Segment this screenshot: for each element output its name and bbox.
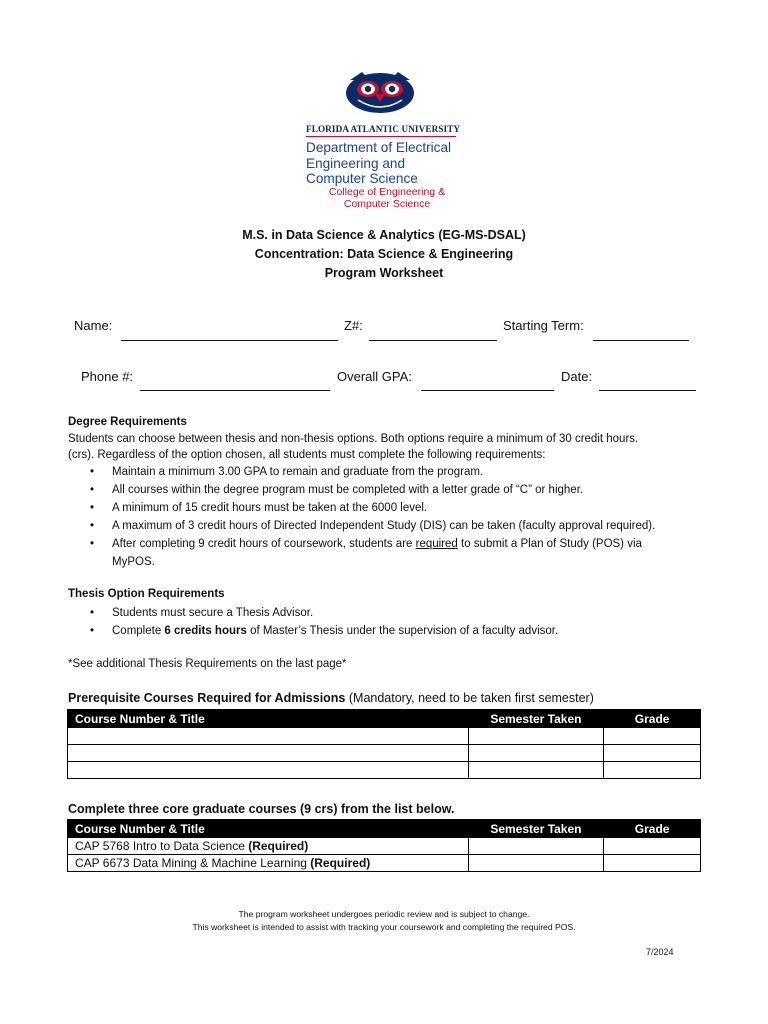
course-cell: CAP 6673 Data Mining & Machine Learning (Required) (68, 855, 469, 872)
z-number-field[interactable] (369, 340, 497, 341)
thesis-requirements-heading: Thesis Option Requirements (68, 588, 225, 600)
owl-icon (344, 70, 416, 116)
semester-cell[interactable] (468, 745, 604, 762)
table-header-row (68, 710, 701, 728)
logo-divider (306, 136, 456, 137)
list-item: • A maximum of 3 credit hours of Directed Independent Study (DIS) can be taken (faculty approval required). (68, 517, 728, 535)
grade-cell[interactable] (604, 855, 701, 872)
course-cell: CAP 5768 Intro to Data Science (Required) (68, 838, 469, 855)
table-header-row (68, 820, 701, 838)
column-course: Course Number & Title (68, 820, 469, 838)
revision-date: 7/2024 (646, 947, 674, 957)
core-courses-caption: Complete three core graduate courses (9 crs) from the list below. (68, 802, 455, 816)
list-item: • Complete 6 credits hours of Master’s Thesis under the supervision of a faculty advisor. (68, 622, 728, 640)
program-title: M.S. in Data Science & Analytics (EG-MS-DSAL) (242, 228, 526, 242)
course-cell[interactable] (68, 728, 469, 745)
column-grade: Grade (604, 710, 701, 728)
list-item: • After completing 9 credit hours of coursework, students are required to submit a Plan of Study (POS) via MyPOS. (68, 535, 728, 571)
phone-field[interactable] (140, 390, 330, 391)
table-row (68, 855, 701, 872)
grade-cell[interactable] (604, 728, 701, 745)
semester-cell[interactable] (468, 855, 604, 872)
z-number-label: Z#: (344, 318, 363, 333)
worksheet-title: Program Worksheet (324, 266, 444, 280)
thesis-note: *See additional Thesis Requirements on the last page* (68, 658, 347, 670)
column-grade: Grade (604, 820, 701, 838)
list-item: • Maintain a minimum 3.00 GPA to remain and graduate from the program. (68, 463, 728, 481)
degree-requirements-heading: Degree Requirements (68, 416, 187, 428)
list-item: • All courses within the degree program must be completed with a letter grade of “C” or higher. (68, 481, 728, 499)
course-cell[interactable] (68, 745, 469, 762)
phone-label: Phone #: (81, 369, 134, 384)
date-label: Date: (561, 369, 593, 384)
list-item: • A minimum of 15 credit hours must be taken at the 6000 level. (68, 499, 728, 517)
column-semester: Semester Taken (468, 820, 604, 838)
column-semester: Semester Taken (468, 710, 604, 728)
date-field[interactable] (599, 390, 696, 391)
name-field[interactable] (121, 340, 338, 341)
semester-cell[interactable] (468, 762, 604, 779)
thesis-requirements-list (68, 604, 728, 640)
table-row (68, 745, 701, 762)
logo-college: College of Engineering & Computer Science (328, 186, 446, 210)
core-courses-table (67, 819, 701, 872)
prerequisite-caption: Prerequisite Courses Required for Admissions (Mandatory, need to be taken first semester) (68, 691, 594, 705)
logo-department: Department of Electrical Engineering and Computer Science (306, 140, 452, 186)
name-label: Name: (74, 318, 113, 333)
grade-cell[interactable] (604, 762, 701, 779)
grade-cell[interactable] (604, 745, 701, 762)
prerequisite-table (67, 709, 701, 779)
column-course: Course Number & Title (68, 710, 469, 728)
table-row (68, 838, 701, 855)
starting-term-field[interactable] (593, 340, 689, 341)
course-cell[interactable] (68, 762, 469, 779)
table-row (68, 728, 701, 745)
semester-cell[interactable] (468, 838, 604, 855)
starting-term-label: Starting Term: (503, 318, 584, 333)
grade-cell[interactable] (604, 838, 701, 855)
fau-logo (296, 66, 472, 214)
gpa-field[interactable] (421, 390, 554, 391)
logo-university: FLORIDA ATLANTIC UNIVERSITY (306, 124, 461, 134)
degree-requirements-list (68, 463, 728, 571)
list-item: • Students must secure a Thesis Advisor. (68, 604, 728, 622)
gpa-label: Overall GPA: (337, 369, 412, 384)
footer-note: The program worksheet undergoes periodic review and is subject to change. This worksheet is intended to assist with tracking your coursework and completing the required POS. (192, 909, 576, 932)
degree-intro: Students can choose between thesis and non-thesis options. Both options require a minimum of 30 credit hours. (crs). Regardless of the option chosen, all students must complete the following requirements: (68, 433, 639, 461)
table-row (68, 762, 701, 779)
semester-cell[interactable] (468, 728, 604, 745)
concentration-title: Concentration: Data Science & Engineering (254, 247, 514, 261)
